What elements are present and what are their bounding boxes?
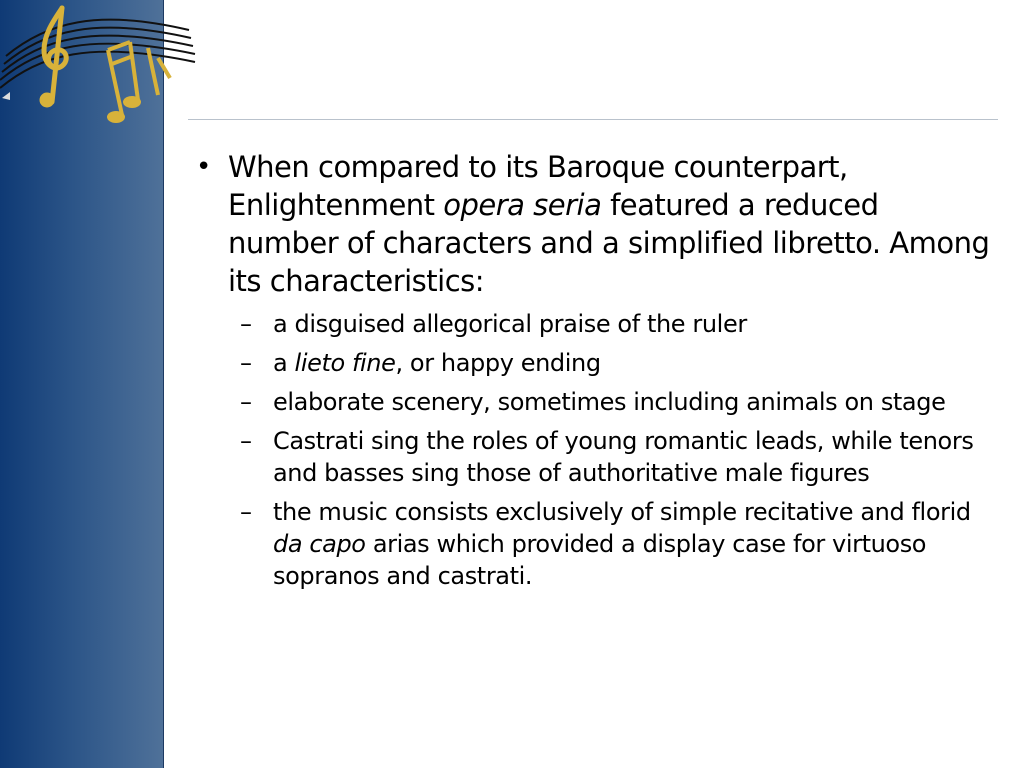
sub-item-text: elaborate scenery, sometimes including animals on stage xyxy=(273,388,946,416)
sub-item-text: Castrati sing the roles of young romantic leads, while tenors and basses sing those of authoritative male figures xyxy=(273,427,974,487)
sub-item-italic: lieto fine xyxy=(294,349,396,377)
sub-item-text-post: , or happy ending xyxy=(395,349,601,377)
dash-symbol: – xyxy=(240,427,252,455)
sub-bullet-item xyxy=(190,425,990,489)
main-bullet-italic: opera seria xyxy=(443,188,602,222)
dash-symbol: – xyxy=(240,498,252,526)
sub-bullet-item xyxy=(190,308,990,340)
dash-symbol: – xyxy=(240,388,252,416)
sub-bullet-item xyxy=(190,496,990,592)
sub-item-italic: da capo xyxy=(273,530,366,558)
sub-item-text: a disguised allegorical praise of the ruler xyxy=(273,310,747,338)
sub-item-text: the music consists exclusively of simple recitative and florid xyxy=(273,498,971,526)
treble-clef-and-notes-icon xyxy=(0,0,200,130)
sub-item-text-post: arias which provided a display case for virtuoso sopranos and castrati. xyxy=(273,530,927,590)
sub-item-text: a xyxy=(273,349,295,377)
sub-bullet-list xyxy=(190,308,990,592)
main-bullet-text-part2: featured a reduced number of characters and a simplified libretto. Among its characteristics: xyxy=(228,188,990,298)
slide-content xyxy=(190,148,990,599)
sub-bullet-item xyxy=(190,386,990,418)
sub-bullet-item xyxy=(190,347,990,379)
dash-symbol: – xyxy=(240,310,252,338)
title-divider-line xyxy=(188,119,998,120)
main-bullet-text-part1: When compared to its Baroque counterpart, Enlightenment xyxy=(228,150,848,222)
main-bullet xyxy=(190,148,990,300)
dash-symbol: – xyxy=(240,349,252,377)
bullet-symbol: • xyxy=(196,152,211,182)
